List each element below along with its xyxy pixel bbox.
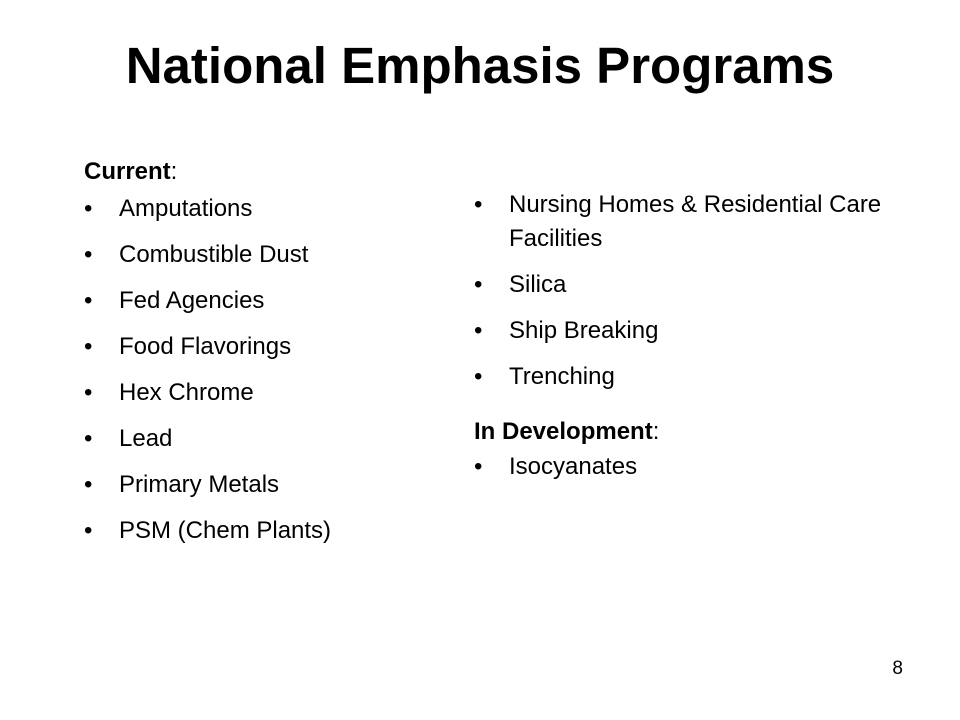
bullet-icon: • <box>474 271 483 298</box>
bullet-icon: • <box>84 287 93 314</box>
list-item <box>84 376 464 410</box>
in-development-heading-label: In Development <box>474 418 653 445</box>
left-column <box>84 152 464 560</box>
right-column <box>474 188 934 484</box>
list-item <box>474 360 934 394</box>
list-item <box>84 422 464 456</box>
list-item <box>474 314 934 348</box>
list-item <box>84 330 464 364</box>
list-item <box>474 268 934 302</box>
list-item-label: Hex Chrome <box>119 379 254 406</box>
current-continued-list <box>474 188 934 394</box>
list-item-label: Lead <box>119 425 173 452</box>
list-item <box>474 450 934 484</box>
list-item-label: Trenching <box>509 363 615 390</box>
in-development-list <box>474 450 934 484</box>
list-item <box>84 468 464 502</box>
list-item-label: Nursing Homes & Residential Care Facilities <box>509 191 882 252</box>
list-item-label: Isocyanates <box>509 453 638 480</box>
bullet-icon: • <box>84 379 93 406</box>
bullet-icon: • <box>474 317 483 344</box>
slide-title: National Emphasis Programs <box>125 37 835 94</box>
list-item-label: Food Flavorings <box>119 333 292 360</box>
list-item-label: Ship Breaking <box>509 317 659 344</box>
page-number: 8 <box>892 658 903 679</box>
list-item <box>84 238 464 272</box>
in-development-heading-suffix: : <box>652 418 660 445</box>
bullet-icon: • <box>474 453 483 480</box>
current-heading-label: Current <box>84 158 171 185</box>
in-development-heading <box>474 414 934 450</box>
bullet-icon: • <box>474 191 483 218</box>
bullet-icon: • <box>84 195 93 222</box>
current-heading <box>84 152 464 192</box>
list-item-label: PSM (Chem Plants) <box>119 517 332 544</box>
current-list <box>84 192 464 548</box>
bullet-icon: • <box>84 517 93 544</box>
list-item <box>84 284 464 318</box>
current-heading-suffix: : <box>170 158 178 185</box>
list-item <box>84 192 464 226</box>
bullet-icon: • <box>84 333 93 360</box>
bullet-icon: • <box>474 363 483 390</box>
bullet-icon: • <box>84 471 93 498</box>
list-item-label: Primary Metals <box>119 471 280 498</box>
list-item-label: Silica <box>509 271 567 298</box>
bullet-icon: • <box>84 425 93 452</box>
list-item-label: Combustible Dust <box>119 241 309 268</box>
list-item-label: Fed Agencies <box>119 287 265 314</box>
list-item <box>474 188 934 256</box>
list-item <box>84 514 464 548</box>
bullet-icon: • <box>84 241 93 268</box>
list-item-label: Amputations <box>119 195 253 222</box>
